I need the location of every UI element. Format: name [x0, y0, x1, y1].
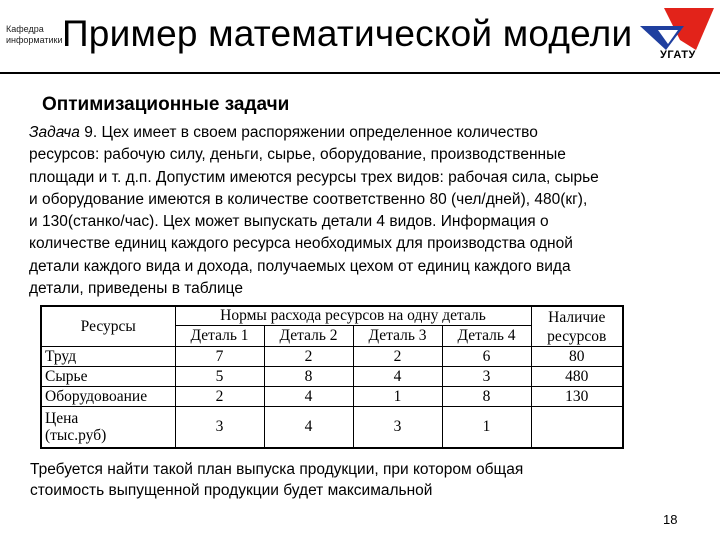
- row-name: Труд: [41, 347, 175, 367]
- department-line-1: Кафедра: [6, 24, 44, 34]
- table-row: [41, 367, 623, 387]
- requirement-text: [30, 459, 523, 501]
- cell-available: 80: [531, 347, 623, 367]
- task-line-7: детали, приведены в таблице: [29, 280, 243, 298]
- cell-available: 480: [531, 367, 623, 387]
- row-name: Сырье: [41, 367, 175, 387]
- task-line-0: [29, 122, 709, 144]
- task-line-4: и 130(станко/час). Цех может выпускать детали 4 видов. Информация о: [29, 213, 549, 231]
- price-label: Цена: [45, 410, 79, 427]
- task-line-1: ресурсов: рабочую силу, деньги, сырье, оборудование, производственные: [29, 146, 566, 164]
- header-detail-4: Деталь 4: [442, 326, 531, 347]
- section-subtitle: Оптимизационные задачи: [42, 94, 290, 115]
- price-row-name: [41, 407, 175, 449]
- cell-value: 4: [264, 387, 353, 407]
- price-value: 3: [353, 407, 442, 449]
- department-line-2: информатики: [6, 35, 63, 45]
- cell-value: 2: [175, 387, 264, 407]
- task-line-3: и оборудование имеются в количестве соответственно 80 (чел/дней), 480(кг),: [29, 190, 588, 208]
- requirement-line-2: стоимость выпущенной продукции будет максимальной: [30, 482, 433, 499]
- cell-value: 8: [264, 367, 353, 387]
- header-available-line-2: ресурсов: [547, 327, 607, 345]
- price-value: 3: [175, 407, 264, 449]
- table-row: [41, 347, 623, 367]
- task-line-5: количестве единиц каждого ресурса необходимых для производства одной: [29, 235, 573, 253]
- header-norms: Нормы расхода ресурсов на одну деталь: [175, 306, 531, 326]
- header-resources: Ресурсы: [41, 306, 175, 347]
- header-available-line-1: Наличие: [548, 308, 606, 326]
- price-value: 4: [264, 407, 353, 449]
- requirement-line-1: Требуется найти такой план выпуска продукции, при котором общая: [30, 461, 524, 478]
- price-value: 1: [442, 407, 531, 449]
- department-label: [6, 24, 63, 46]
- cell-value: 2: [353, 347, 442, 367]
- cell-value: 2: [264, 347, 353, 367]
- price-unit: (тыс.руб): [45, 427, 107, 444]
- header-divider: [0, 72, 720, 74]
- task-line-2: площади и т. д.п. Допустим имеются ресурсы трех видов: рабочая сила, сырье: [29, 168, 599, 186]
- header-detail-1: Деталь 1: [175, 326, 264, 347]
- cell-value: 8: [442, 387, 531, 407]
- cell-value: 3: [442, 367, 531, 387]
- cell-value: 7: [175, 347, 264, 367]
- header-available: [531, 306, 623, 347]
- cell-value: 5: [175, 367, 264, 387]
- task-label: Задача: [29, 124, 80, 141]
- resource-table: [40, 305, 624, 449]
- logo-text: УГАТУ: [660, 49, 696, 61]
- page-number: 18: [663, 512, 678, 527]
- cell-available: 130: [531, 387, 623, 407]
- task-first-line: 9. Цех имеет в своем распоряжении определенное количество: [79, 124, 538, 141]
- cell-value: 4: [353, 367, 442, 387]
- price-row: [41, 407, 623, 449]
- row-name: Оборудовоание: [41, 387, 175, 407]
- table-row: [41, 387, 623, 407]
- slide-title: Пример математической модели: [62, 13, 633, 54]
- cell-value: 6: [442, 347, 531, 367]
- task-text: [29, 122, 709, 300]
- price-available-empty: [531, 407, 623, 449]
- cell-value: 1: [353, 387, 442, 407]
- logo-blue-shape: [640, 26, 684, 50]
- task-line-6: детали каждого вида и дохода, получаемых цехом от единиц каждого вида: [29, 257, 571, 275]
- header-detail-3: Деталь 3: [353, 326, 442, 347]
- header-detail-2: Деталь 2: [264, 326, 353, 347]
